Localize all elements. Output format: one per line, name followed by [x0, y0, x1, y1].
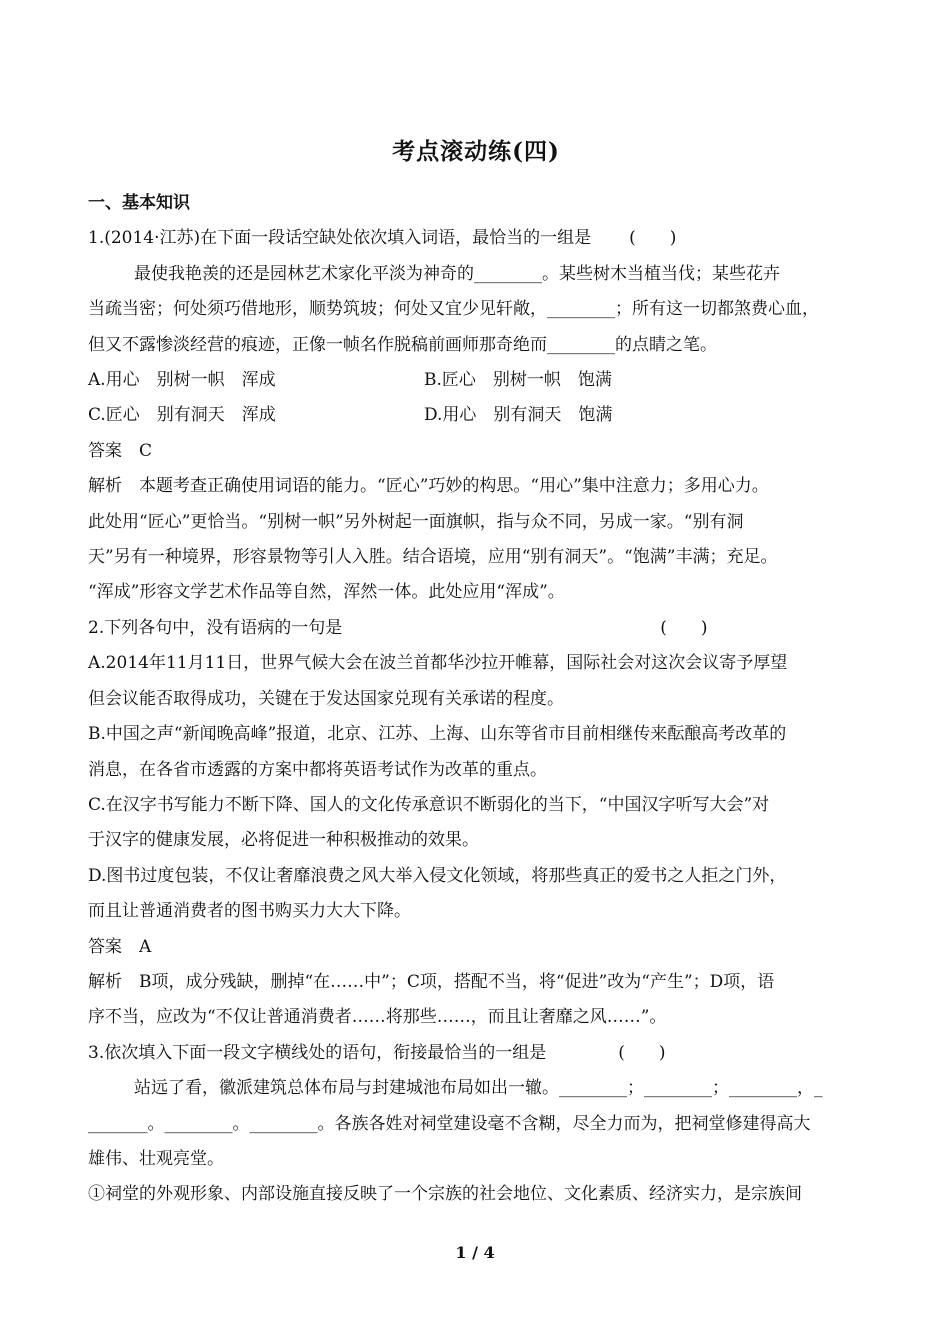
analysis-line: 序不当，应改为“不仅让普通消费者……将那些……，而且让奢靡之风……”。: [88, 1007, 667, 1028]
options-row: [88, 398, 864, 433]
question-2-text: 2.下列各句中，没有语病的一句是: [88, 617, 343, 638]
option-d: D.用心 别有洞天 饱满: [424, 405, 613, 426]
analysis-line: “浑成”形容文学艺术作品等自然，浑然一体。此处应用“浑成”。: [88, 582, 565, 603]
option-c-line-2: 于汉字的健康发展，必将促进一种积极推动的效果。: [88, 830, 479, 851]
answer-bracket: ( ): [660, 617, 708, 638]
passage-line: 当疏当密；何处须巧借地形，顺势筑坡；何处又宜少见轩敞，________；所有这一切都煞费心血，: [88, 299, 819, 320]
question-2-stem: [88, 611, 864, 646]
passage-line: 但又不露惨淡经营的痕迹，正像一帧名作脱稿前画师那奇绝而________的点睛之笔。: [88, 334, 717, 355]
option-c: C.匠心 别有洞天 浑成: [88, 405, 276, 426]
options-row: [88, 363, 864, 398]
answer-bracket: ( ): [618, 1042, 666, 1063]
answer: 答案 C: [88, 440, 153, 461]
option-a-line-2: 但会议能否取得成功，关键在于发达国家兑现有关承诺的程度。: [88, 688, 564, 709]
question-3-text: 3.依次填入下面一段文字横线处的语句，衔接最恰当的一组是: [88, 1042, 547, 1063]
page-number: 1 / 4: [455, 1243, 495, 1262]
option-b-line-2: 消息，在各省市透露的方案中都将英语考试作为改革的重点。: [88, 759, 547, 780]
passage-line: 雄伟、壮观亮堂。: [88, 1148, 224, 1169]
option-c-line-1: C.在汉字书写能力不断下降、国人的文化传承意识不断弱化的当下，“中国汉字听写大会”对: [88, 794, 770, 815]
document-body: [88, 186, 864, 1213]
passage-line: 站远了看，徽派建筑总体布局与封建城池布局如出一辙。________；________；________，_: [134, 1078, 823, 1099]
option-d-line-2: 而且让普通消费者的图书购买力大大下降。: [88, 901, 411, 922]
passage-line: 最使我艳羡的还是园林艺术家化平淡为神奇的________。某些树木当植当伐；某些花卉: [134, 263, 780, 284]
option-d-line-1: D.图书过度包装，不仅让奢靡浪费之风大举入侵文化领域，将那些真正的爱书之人拒之门外，: [88, 865, 787, 886]
option-b-line-1: B.中国之声“新闻晚高峰”报道，北京、江苏、上海、山东等省市目前相继传来酝酿高考改革的: [88, 724, 787, 745]
analysis-line: 天”另有一种境界，形容景物等引人入胜。结合语境，应用“别有洞天”。“饱满”丰满；充足。: [88, 547, 778, 568]
option-a-line-1: A.2014年11月11日，世界气候大会在波兰首都华沙拉开帷幕，国际社会对这次会议寄予厚望: [88, 653, 788, 674]
answer-bracket: ( ): [629, 228, 677, 249]
question-3-stem: [88, 1036, 864, 1071]
answer: 答案 A: [88, 936, 152, 957]
analysis-line: 解析 B项，成分残缺，删掉“在……中”；C项，搭配不当，将“促进”改为“产生”；D项，语: [88, 971, 775, 992]
analysis-line: 此处用“匠心”更恰当。“别树一帜”另外树起一面旗帜，指与众不同，另成一家。“别有洞: [88, 511, 744, 532]
question-1-text: 1.(2014·江苏)在下面一段话空缺处依次填入词语，最恰当的一组是: [88, 228, 592, 249]
option-b: B.匠心 别树一帜 饱满: [424, 370, 612, 391]
passage-line: _______。________。________。各族各姓对祠堂建设毫不含糊，尽全力而为，把祠堂修建得高大: [88, 1113, 811, 1134]
option-a: A.用心 别树一帜 浑成: [88, 370, 276, 391]
list-item-1: ①祠堂的外观形象、内部设施直接反映了一个宗族的社会地位、文化素质、经济实力，是宗族间: [88, 1184, 802, 1205]
page-title: 考点滚动练(四): [392, 138, 560, 165]
question-1-stem: [88, 221, 864, 256]
section-heading: 一、基本知识: [88, 193, 190, 213]
analysis-line: 解析 本题考查正确使用词语的能力。“匠心”巧妙的构思。“用心”集中注意力；多用心力。: [88, 476, 769, 497]
